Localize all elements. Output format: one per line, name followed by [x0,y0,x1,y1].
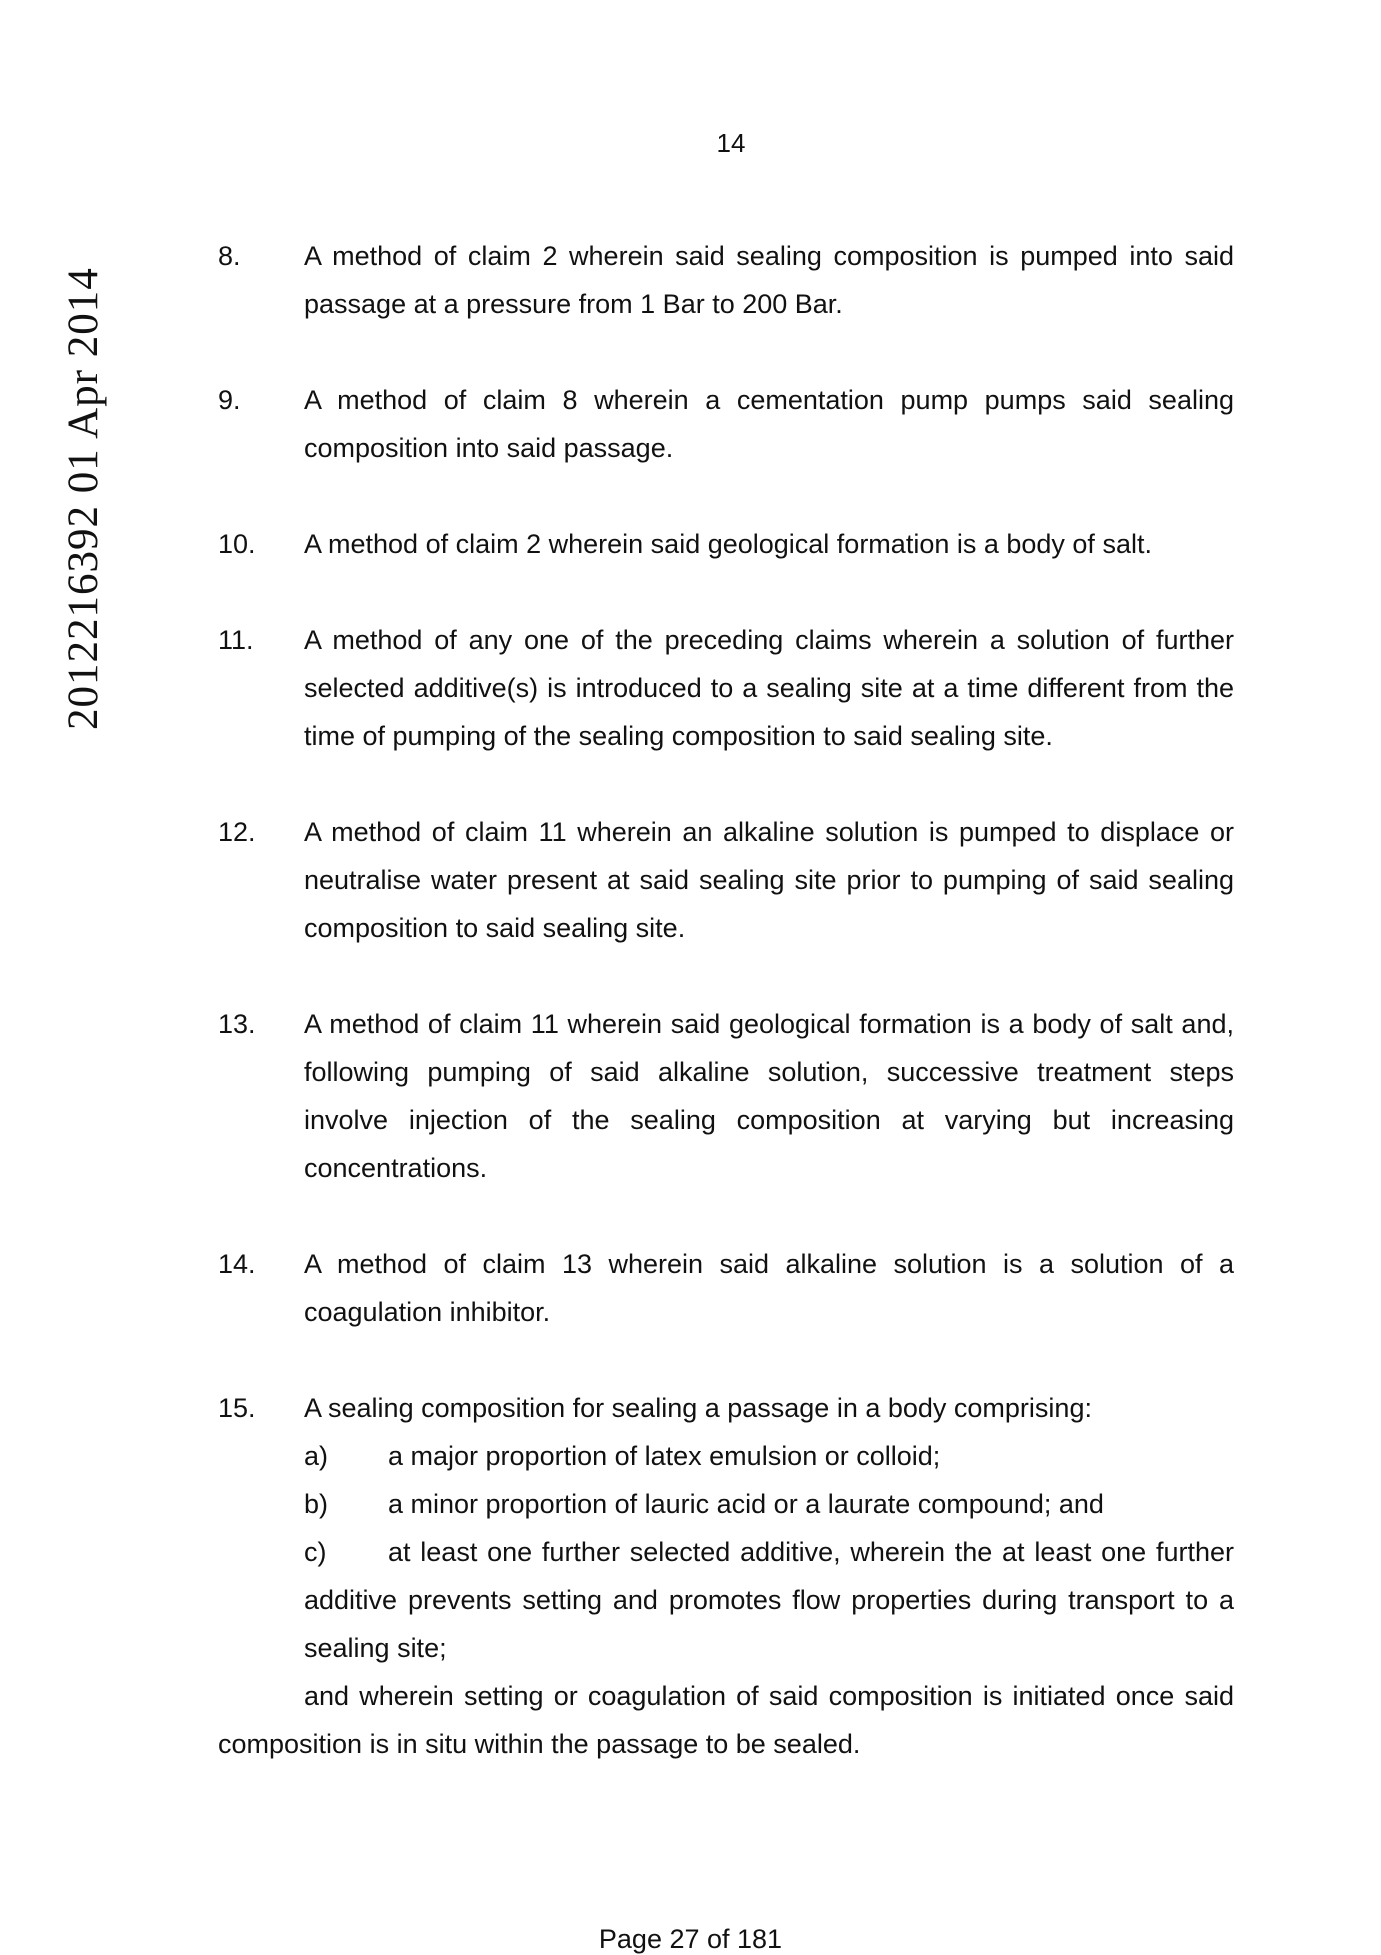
item-letter: b) [304,1489,329,1519]
claim-item-c [304,1528,1234,1672]
claim-text: A method of claim 13 wherein said alkaline solution is a solution of a coagulation inhibitor. [304,1249,1234,1327]
claim-number: 8. [218,241,241,271]
claim-number: 11. [218,625,254,655]
claim-13 [218,1000,1234,1192]
item-letter: c) [304,1537,327,1567]
claim-11 [218,616,1234,760]
claim-number: 9. [218,385,241,415]
claims-list [218,232,1234,1768]
claim-9 [218,376,1234,472]
claim-12 [218,808,1234,952]
claim-14 [218,1240,1234,1336]
filing-stamp: 2012216392 01 Apr 2014 [60,267,107,730]
claim-number: 15. [218,1393,256,1423]
claim-item-a [304,1432,1234,1480]
claim-text: A method of claim 2 wherein said sealing composition is pumped into said passage at a pressure from 1 Bar to 200 Bar. [304,241,1234,319]
claim-8 [218,232,1234,328]
claim-text: A method of claim 2 wherein said geological formation is a body of salt. [304,529,1152,559]
claim-text: A method of claim 8 wherein a cementation pump pumps said sealing composition into said passage. [304,385,1234,463]
claim-text: A method of claim 11 wherein said geological formation is a body of salt and, following pumping of said alkaline solution, successive treatment steps involve injection of the sealing composition at varying but increasing concentrations. [304,1009,1234,1183]
claim-number: 10. [218,529,256,559]
item-text: at least one further selected additive, wherein the at least one further additive prevents setting and promotes flow properties during transport to a sealing site; [304,1537,1234,1663]
claim-10 [218,520,1234,568]
claim-item-b [304,1480,1234,1528]
claim-text: A method of any one of the preceding claims wherein a solution of further selected additive(s) is introduced to a sealing site at a time different from the time of pumping of the sealing composition to said sealing site. [304,625,1234,751]
item-text: a major proportion of latex emulsion or colloid; [388,1441,941,1471]
item-text: a minor proportion of lauric acid or a laurate compound; and [388,1489,1104,1519]
claim-text: A method of claim 11 wherein an alkaline solution is pumped to displace or neutralise water present at said sealing site prior to pumping of said sealing composition to said sealing site. [304,817,1234,943]
page-number: 14 [716,128,746,158]
claim-number: 14. [218,1249,256,1279]
claim-intro: A sealing composition for sealing a passage in a body comprising: [304,1393,1092,1423]
claim-closing: and wherein setting or coagulation of said composition is initiated once said composition is in situ within the passage to be sealed. [218,1681,1234,1759]
page-footer: Page 27 of 181 [598,1924,783,1954]
item-letter: a) [304,1441,329,1471]
claim-15 [218,1384,1234,1768]
claim-number: 12. [218,817,256,847]
claim-number: 13. [218,1009,256,1039]
